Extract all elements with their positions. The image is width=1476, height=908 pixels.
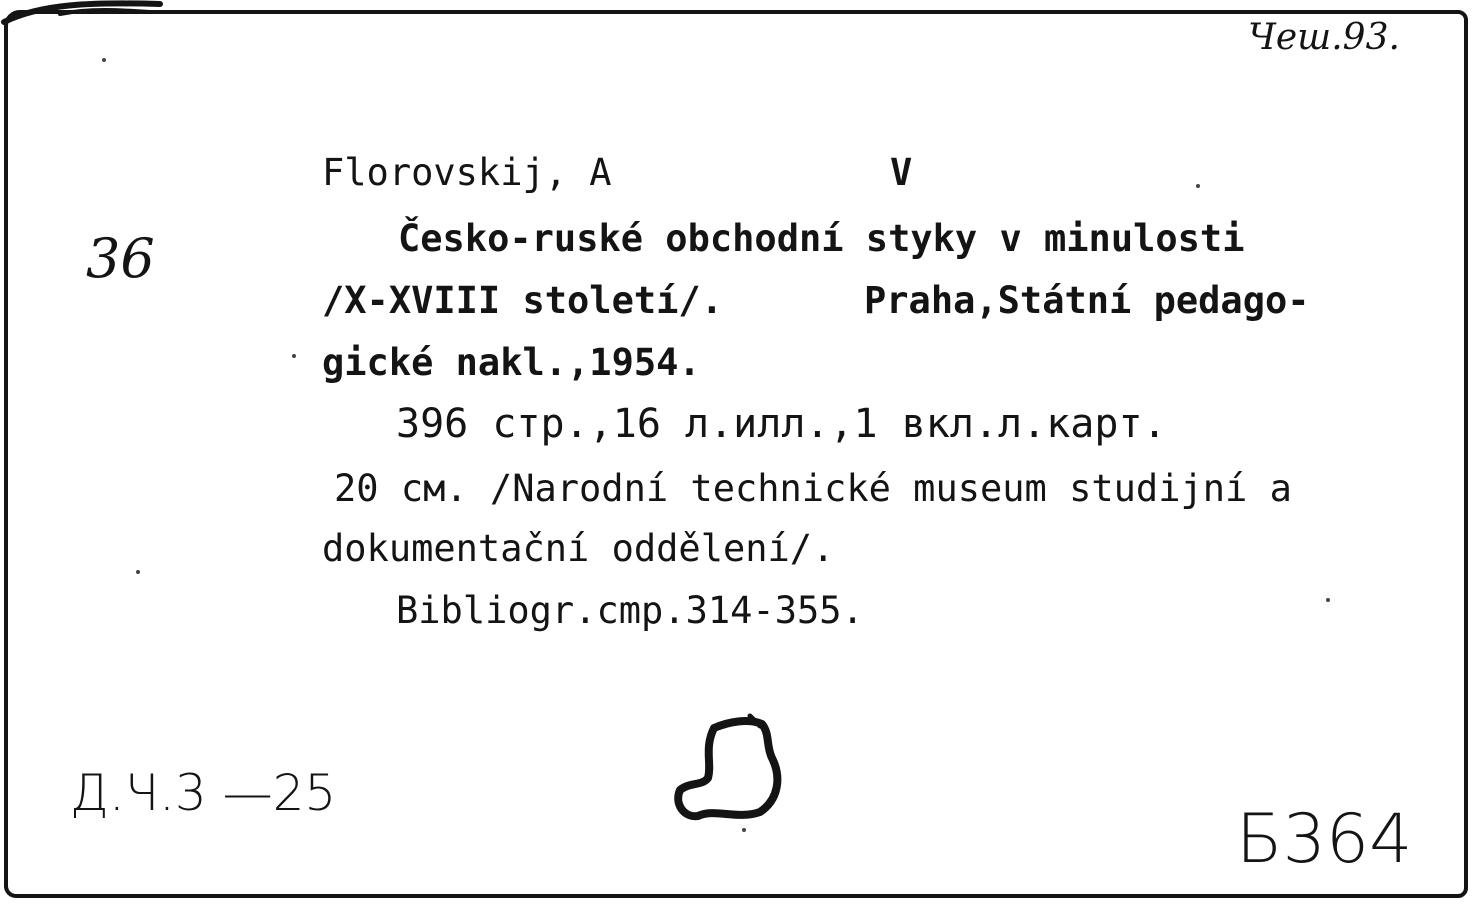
physical-description-1: 396 стр.,16 л.илл.,1 вкл.л.карт. bbox=[396, 401, 1167, 447]
speck bbox=[136, 570, 140, 574]
author-initial: V bbox=[890, 151, 913, 194]
title-line-3: gické nakl.,1954. bbox=[322, 341, 701, 384]
physical-description-2: 20 см. /Narodní technické museum studijní a bbox=[334, 467, 1292, 510]
speck bbox=[742, 828, 746, 832]
physical-description-3: dokumentační oddělení/. bbox=[322, 527, 835, 570]
speck bbox=[1196, 184, 1200, 188]
speck bbox=[1326, 598, 1330, 602]
handwritten-mark-icon bbox=[668, 708, 788, 838]
title-line-1: Česko-ruské obchodní styky v minulosti bbox=[398, 217, 1245, 260]
corner-note: Чеш.93. bbox=[1248, 17, 1400, 58]
title-line-2-publisher: Praha,Státní pedago- bbox=[864, 279, 1310, 322]
inventory-number: Б364 bbox=[1236, 800, 1413, 879]
speck bbox=[102, 58, 106, 62]
bibliography-note: Bibliogr.cmp.314-355. bbox=[396, 589, 864, 632]
speck bbox=[292, 354, 296, 358]
call-number: Д.Ч.3 —25 bbox=[70, 764, 337, 822]
corner-tear-mark bbox=[0, 0, 180, 26]
title-line-2: /X-XVIII století/. bbox=[322, 279, 723, 322]
shelf-number: 36 bbox=[86, 227, 155, 290]
author-name: Florovskij, A bbox=[322, 151, 612, 194]
